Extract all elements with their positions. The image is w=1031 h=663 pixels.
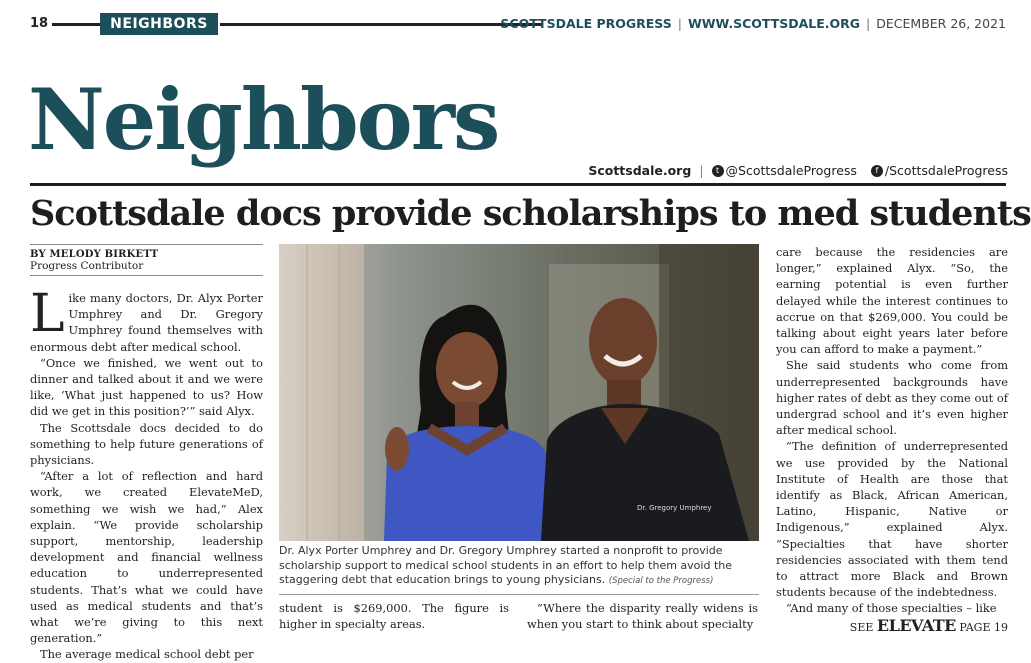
article-column-2 — [279, 600, 509, 636]
byline-author: BY MELODY BIRKETT — [30, 249, 159, 260]
paragraph: Like many doctors, Dr. Alyx Porter Umphrey and Dr. Gregory Umphrey found themselves with enormous debt after medical school. — [30, 284, 263, 354]
folio-rule-right — [220, 23, 542, 26]
caption-rule — [279, 594, 759, 595]
doctors-portrait-image — [279, 244, 759, 541]
paragraph: The Scottsdale docs decided to do something to help future generations of physicians. — [30, 420, 263, 468]
paragraph: “And many of those specialties – like — [786, 601, 997, 616]
folio-rule-left — [52, 23, 100, 26]
photo-credit: (Special to the Progress) — [608, 576, 714, 587]
page-number: 18 — [30, 16, 49, 31]
site-link[interactable]: Scottsdale.org — [588, 163, 692, 178]
folio-bar — [30, 13, 1006, 35]
caption-text: Dr. Alyx Porter Umphrey and Dr. Gregory Umphrey started a nonprofit to provide scholarship support to medical school students in an effort to help them avoid the staggering debt that education brings to young physicians. — [279, 544, 732, 587]
paragraph: “The definition of underrepresented we use provided by the National Institute of Health are those that identify as Black, African American, Latino, Hispanic, Native or Indigenous,” explained Alyx. “Specialties that have shorter residencies associated with them tend to attract more Black and Brown students because of the indebtedness. — [776, 439, 1008, 600]
folio-info: SCOTTSDALE PROGRESS | WWW.SCOTTSDALE.ORG | DECEMBER 26, 2021 — [500, 16, 1006, 31]
article-column-4 — [776, 244, 1008, 616]
paragraph: care because the residencies are longer,” explained Alyx. “So, the earning potential is even further delayed while the interest continues to accrue on that $269,000. You could be talking about eight years later before you can afford to make a payment.” — [776, 245, 1008, 357]
facebook-handle[interactable]: /ScottsdaleProgress — [884, 163, 1008, 178]
drop-cap: L — [30, 284, 65, 344]
jump-word: ELEVATE — [876, 616, 956, 635]
byline — [30, 244, 263, 272]
jump-page: PAGE 19 — [959, 621, 1008, 634]
paragraph: She said students who come from underrepresented backgrounds have higher rates of debt as they come out of undergrad school and it’s even higher after medical school. — [776, 358, 1008, 438]
publication-name: SCOTTSDALE PROGRESS — [500, 16, 672, 31]
twitter-icon: t — [712, 165, 724, 177]
masthead-rule — [30, 183, 1006, 186]
section-masthead: Neighbors — [28, 70, 499, 169]
continued-jump[interactable] — [850, 616, 1008, 635]
article-photo — [279, 244, 759, 541]
facebook-icon: f — [871, 165, 883, 177]
paragraph: “After a lot of reflection and hard work, we created ElevateMeD, something we wish we had,” Alex explain. “We provide scholarship support, mentorship, leadership development and financial wellness education to underrepresented students. That’s what we could have used as medical students and that’s what we’re giving to this next generation.” — [30, 469, 263, 646]
paragraph: The average medical school debt per — [40, 647, 254, 662]
article-column-3 — [527, 600, 758, 636]
scrub-embroidery: Dr. Gregory Umphrey — [637, 504, 712, 512]
jump-see: SEE — [849, 621, 874, 634]
paragraph: “Once we finished, we went out to dinner and talked about it and we were like, ‘What just happened to us? How did we get in this position?’” said Alyx. — [30, 355, 263, 419]
twitter-handle[interactable]: @ScottsdaleProgress — [725, 163, 857, 178]
section-tag: NEIGHBORS — [100, 13, 218, 35]
paragraph: “Where the disparity really widens is when you start to think about specialty — [527, 601, 758, 632]
article-headline: Scottsdale docs provide scholarships to med students — [30, 193, 1031, 234]
byline-rule — [30, 275, 263, 276]
byline-role: Progress Contributor — [30, 260, 144, 272]
issue-date: DECEMBER 26, 2021 — [876, 16, 1006, 31]
photo-caption — [279, 544, 759, 589]
paragraph: student is $269,000. The figure is higher in specialty areas. — [279, 601, 509, 632]
article-column-1 — [30, 284, 263, 662]
social-links: Scottsdale.org | t @ScottsdaleProgress f /ScottsdaleProgress — [588, 163, 1008, 178]
website-link[interactable]: WWW.SCOTTSDALE.ORG — [687, 16, 861, 31]
